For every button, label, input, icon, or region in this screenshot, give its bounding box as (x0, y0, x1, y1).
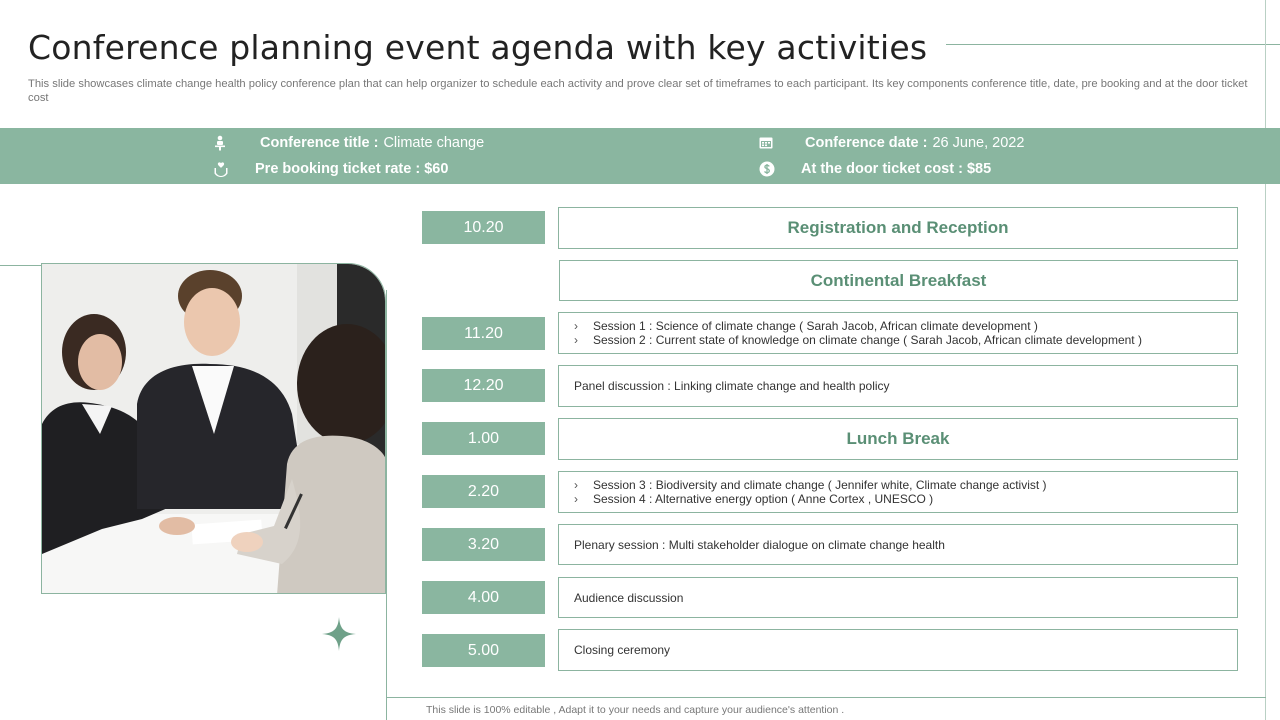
meeting-photo (41, 263, 386, 594)
dollar-coin-icon (759, 161, 775, 177)
right-edge-line (1265, 0, 1266, 720)
business-meeting-image (42, 264, 386, 594)
calendar-icon (758, 135, 774, 151)
activity-closing-ceremony: Closing ceremony (558, 629, 1238, 671)
time-slot-1: 10.20 (422, 211, 545, 244)
session-3: Session 3 : Biodiversity and climate change ( Jennifer white, Climate change activist ) (593, 478, 1047, 492)
activity-sessions-1-2 (558, 312, 1238, 354)
photo-left-line (0, 265, 41, 266)
activity-registration: Registration and Reception (558, 207, 1238, 249)
conference-title-value: Climate change (383, 135, 485, 151)
presenter-icon (212, 135, 228, 151)
banner-date-cell (758, 131, 1024, 155)
hand-heart-icon (213, 161, 229, 177)
time-slot-8: 4.00 (422, 581, 545, 614)
session-1: Session 1 : Science of climate change ( Sarah Jacob, African climate development ) (593, 319, 1038, 333)
time-slot-6: 2.20 (422, 475, 545, 508)
activity-sessions-3-4 (558, 471, 1238, 513)
activity-plenary-session: Plenary session : Multi stakeholder dialogue on climate change health (558, 524, 1238, 565)
activity-lunch-break: Lunch Break (558, 418, 1238, 460)
list-item: › Session 2 : Current state of knowledge on climate change ( Sarah Jacob, African climate development ) (574, 333, 1142, 347)
prebook-ticket-rate: Pre booking ticket rate : $60 (255, 161, 449, 177)
activity-breakfast: Continental Breakfast (559, 260, 1238, 301)
session-4: Session 4 : Alternative energy option ( Anne Cortex , UNESCO ) (593, 492, 934, 506)
door-ticket-cost: At the door ticket cost : $85 (801, 161, 992, 177)
time-slot-4: 12.20 (422, 369, 545, 402)
list-item: › Session 1 : Science of climate change ( Sarah Jacob, African climate development ) (574, 319, 1038, 333)
list-item: › Session 3 : Biodiversity and climate change ( Jennifer white, Climate change activist ) (574, 478, 1047, 492)
time-slot-3: 11.20 (422, 317, 545, 350)
vertical-divider (386, 290, 387, 720)
bottom-divider (386, 697, 1266, 698)
time-slot-9: 5.00 (422, 634, 545, 667)
time-slot-7: 3.20 (422, 528, 545, 561)
four-point-star-icon (321, 616, 357, 652)
title-divider (946, 44, 1280, 45)
conference-title-label: Conference title : (260, 135, 379, 151)
banner-prebook-cell (213, 157, 448, 181)
session-2: Session 2 : Current state of knowledge on climate change ( Sarah Jacob, African climate development ) (593, 333, 1142, 347)
page-title: Conference planning event agenda with key activities (28, 28, 928, 67)
banner-title-cell (212, 131, 484, 155)
conference-date-label: Conference date : (805, 135, 928, 151)
activity-audience-discussion: Audience discussion (558, 577, 1238, 618)
page-subtitle: This slide showcases climate change health policy conference plan that can help organizer to schedule each activity and prove clear set of timeframes to each participant. Its key components conference title, date, pre booking and at the door ticket cost (28, 78, 1248, 104)
list-item: › Session 4 : Alternative energy option ( Anne Cortex , UNESCO ) (574, 492, 934, 506)
banner-door-cell (759, 157, 991, 181)
footer-note: This slide is 100% editable , Adapt it to your needs and capture your audience's attention . (426, 704, 845, 716)
time-slot-5: 1.00 (422, 422, 545, 455)
activity-panel-discussion: Panel discussion : Linking climate change and health policy (558, 365, 1238, 407)
conference-info-banner (0, 128, 1280, 184)
conference-date-value: 26 June, 2022 (932, 135, 1025, 151)
